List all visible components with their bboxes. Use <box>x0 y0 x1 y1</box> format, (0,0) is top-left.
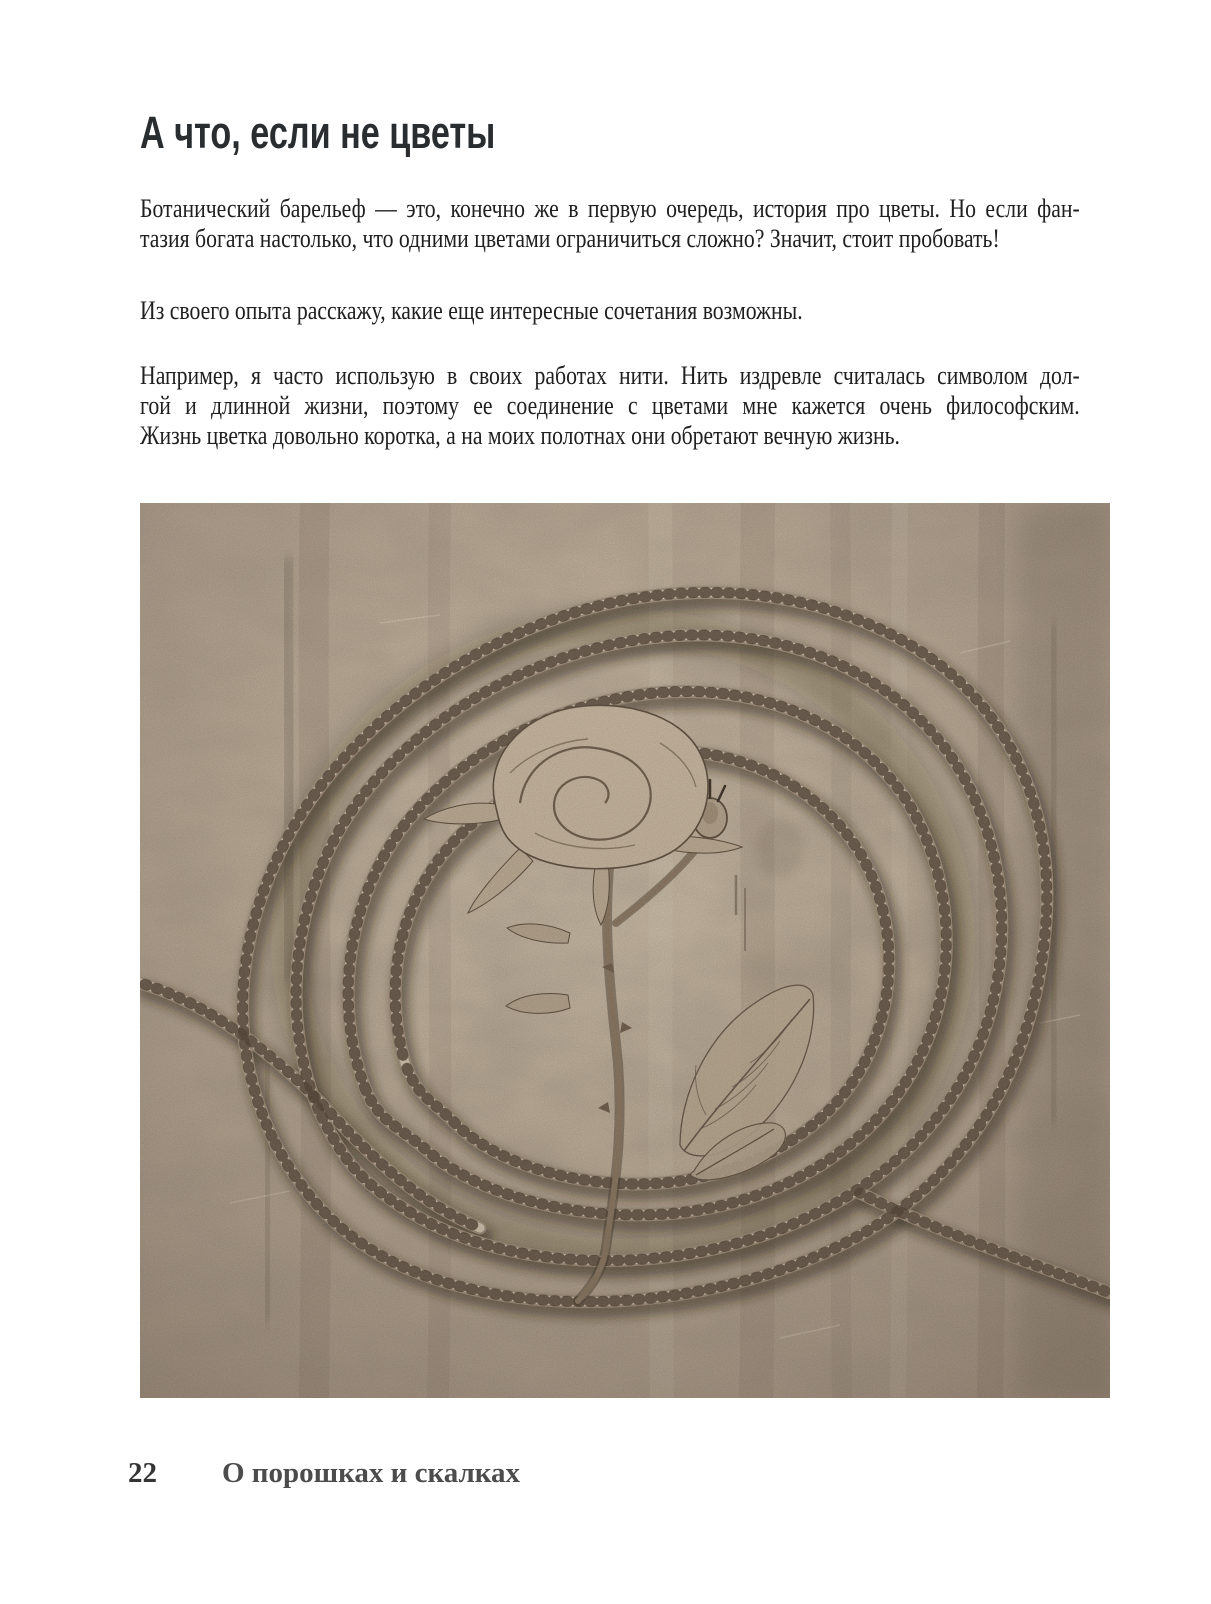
text-line: Например, я часто использую в своих работах нити. Нить издревле считалась символом дол- <box>140 360 1080 390</box>
paragraph <box>140 360 1080 450</box>
running-footer-title: О порошках и скалках <box>222 1457 521 1489</box>
text-line: Из своего опыта расскажу, какие еще интересные сочетания возможны. <box>140 295 803 325</box>
page-footer <box>128 1455 1078 1495</box>
body-text <box>140 193 1080 450</box>
section-heading: А что, если не цветы <box>140 107 496 158</box>
text-line: гой и длинной жизни, поэтому ее соединение с цветами мне кажется очень философским. <box>140 390 1080 420</box>
text-line: Ботанический барельеф — это, конечно же в первую очередь, история про цветы. Но если фан- <box>140 193 1080 223</box>
page-number: 22 <box>128 1457 157 1489</box>
bas-relief-photo <box>140 503 1110 1398</box>
paragraph <box>140 295 1080 325</box>
rope-rose-relief-graphic <box>140 503 1110 1398</box>
text-line: Жизнь цветка довольно коротка, а на моих полотнах они обретают вечную жизнь. <box>140 420 900 450</box>
text-line: тазия богата настолько, что одними цветами ограничиться сложно? Значит, стоит пробовать! <box>140 223 1000 253</box>
paragraph <box>140 193 1080 253</box>
